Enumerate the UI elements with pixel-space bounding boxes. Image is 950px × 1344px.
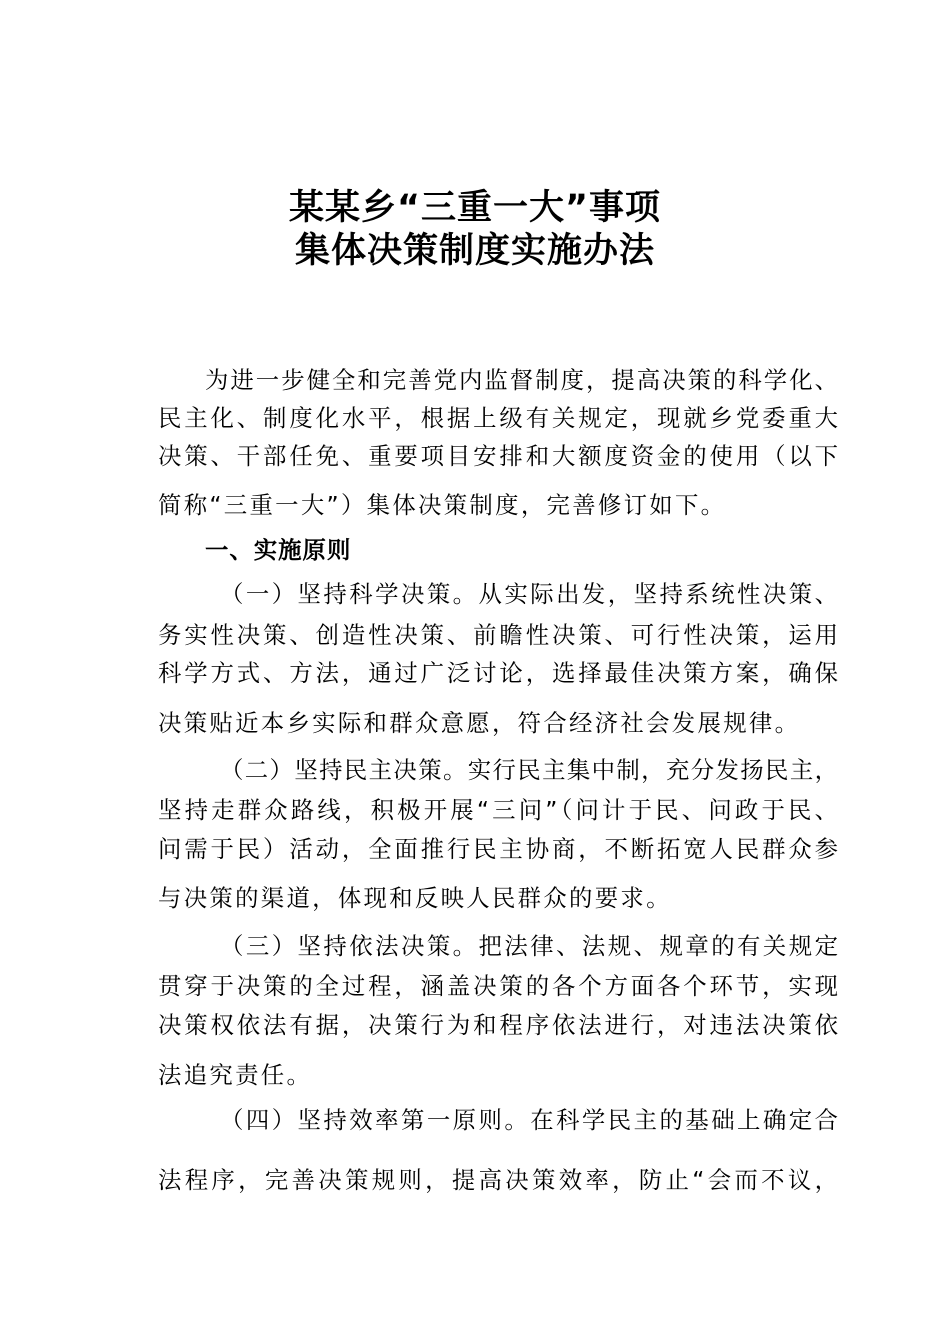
intro-line: 决策、干部任免、重要项目安排和大额度资金的使用（以下 — [158, 442, 838, 470]
document-title-line1: 某某乡“三重一大”事项 — [288, 188, 661, 228]
p2-line: 问需于民）活动，全面推行民主协商，不断拓宽人民群众参 — [158, 835, 838, 863]
p2-line: （二）坚持民主决策。实行民主集中制，充分发扬民主， — [220, 756, 838, 784]
p2-line: 坚持走群众路线，积极开展“三问”（问计于民、问政于民、 — [158, 796, 838, 824]
p1-line: 决策贴近本乡实际和群众意愿，符合经济社会发展规律。 — [158, 709, 801, 737]
p4-line: （四）坚持效率第一原则。在科学民主的基础上确定合 — [220, 1106, 838, 1134]
p4-line: 法程序，完善决策规则，提高决策效率，防止“会而不议， — [158, 1166, 838, 1194]
p2-line: 与决策的渠道，体现和反映人民群众的要求。 — [158, 884, 672, 912]
intro-line: 民主化、制度化水平，根据上级有关规定，现就乡党委重大 — [158, 404, 838, 432]
p3-line: 法追究责任。 — [158, 1061, 313, 1089]
p3-line: 贯穿于决策的全过程，涵盖决策的各个方面各个环节，实现 — [158, 972, 838, 1000]
section-heading: 一、实施原则 — [205, 536, 352, 564]
p1-line: （一）坚持科学决策。从实际出发，坚持系统性决策、 — [220, 580, 838, 608]
intro-line: 为进一步健全和完善党内监督制度，提高决策的科学化、 — [205, 366, 838, 394]
p3-line: （三）坚持依法决策。把法律、法规、规章的有关规定 — [220, 932, 838, 960]
p1-line: 务实性决策、创造性决策、前瞻性决策、可行性决策，运用 — [158, 621, 838, 649]
p1-line: 科学方式、方法，通过广泛讨论，选择最佳决策方案，确保 — [158, 659, 838, 687]
intro-line: 简称“三重一大”）集体决策制度，完善修订如下。 — [158, 491, 727, 519]
document-title-line2: 集体决策制度实施办法 — [294, 231, 655, 271]
p3-line: 决策权依法有据，决策行为和程序依法进行，对违法决策依 — [158, 1011, 838, 1039]
